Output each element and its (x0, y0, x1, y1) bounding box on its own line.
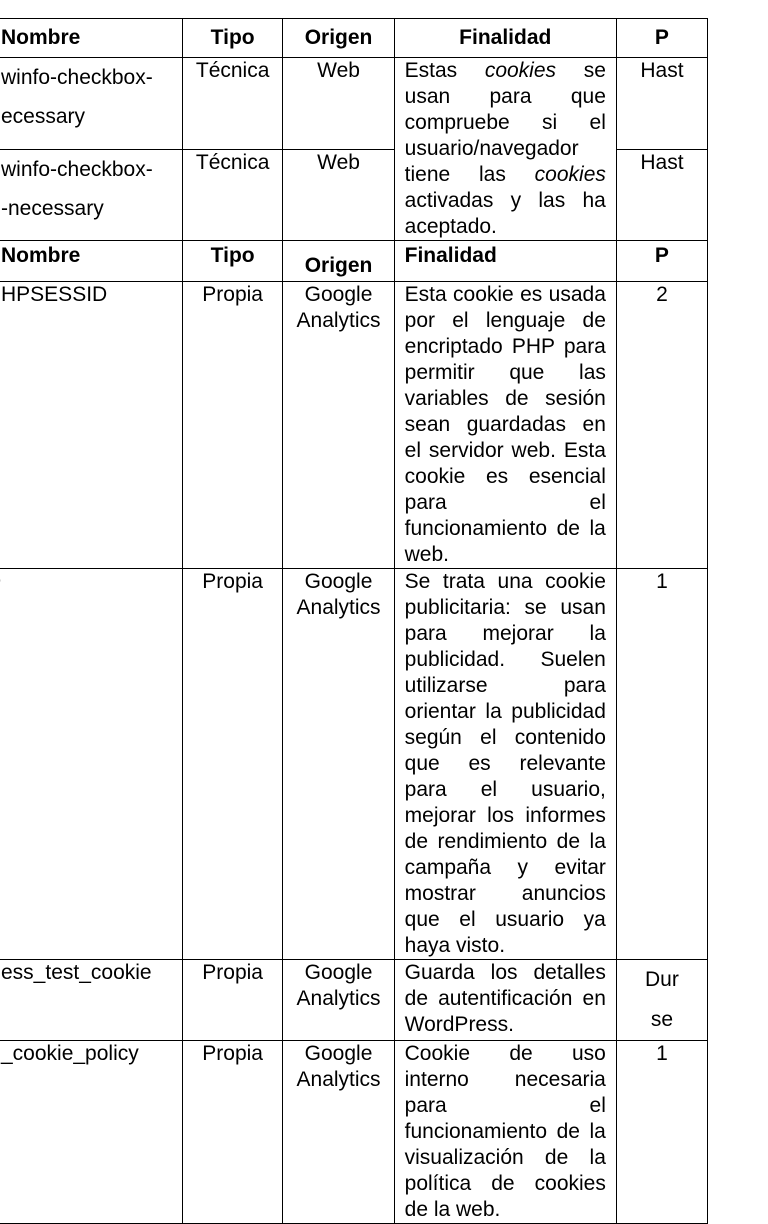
nombre-line: winfo-checkbox- (1, 66, 153, 89)
cell-plazo: Hast (616, 58, 707, 150)
table-row (0, 960, 708, 1041)
header-nombre: Nombre (0, 241, 182, 282)
cell-origen (283, 1041, 394, 1224)
cell-nombre: _cookie_policy (0, 1041, 182, 1224)
nombre-line: ecessary (1, 105, 86, 128)
cell-finalidad: Guarda los detalles de autentificación en WordPress. (394, 960, 616, 1041)
origen-line: Analytics (296, 596, 381, 619)
table-row (0, 1041, 708, 1224)
origen-line: Analytics (296, 309, 381, 332)
finalidad-emphasis: cookies (534, 163, 606, 186)
cell-nombre (0, 58, 182, 150)
cell-plazo: 2 (616, 282, 707, 569)
header-origen: Origen (283, 19, 394, 58)
table-header-row (0, 241, 708, 282)
header-finalidad: Finalidad (394, 19, 616, 58)
origen-line: Analytics (296, 987, 381, 1010)
cell-plazo: 1 (616, 1041, 707, 1224)
origen-line: Google (304, 570, 373, 593)
cell-nombre: HPSESSID (0, 282, 182, 569)
header-origen: Origen (283, 241, 394, 282)
cell-tipo: Técnica (182, 58, 283, 150)
origen-line: Google (304, 1042, 373, 1065)
header-plazo: P (616, 19, 707, 58)
header-plazo: P (616, 241, 707, 282)
finalidad-part: se usan para que compruebe si el usuario/navegador tiene las (404, 59, 606, 186)
header-tipo: Tipo (182, 241, 283, 282)
cell-plazo: 1 (616, 569, 707, 960)
finalidad-text (405, 58, 606, 240)
origen-line: Google (304, 283, 373, 306)
cell-origen (283, 960, 394, 1041)
cell-plazo (616, 960, 707, 1041)
plazo-line: se (650, 1008, 674, 1031)
nombre-line: -necessary (1, 196, 104, 220)
finalidad-part: activadas y las ha aceptado. (404, 189, 606, 238)
cell-nombre (0, 569, 182, 960)
cell-tipo: Propia (182, 1041, 283, 1224)
cell-tipo: Propia (182, 569, 283, 960)
cell-finalidad: Esta cookie es usada por el lenguaje de encriptado PHP para permitir que las variables de sesión sean guardadas en el servidor web. Esta cookie es esencial para el funcionamiento de la web. (394, 282, 616, 569)
finalidad-part: Estas (404, 59, 485, 82)
cell-finalidad: Se trata una cookie publicitaria: se usan para mejorar la publicidad. Suelen utilizarse para orientar la publicidad según el contenido que es relevante para el usuario, mejorar los informes de rendimiento de la campaña y evitar mostrar anuncios que el usuario ya haya visto. (394, 569, 616, 960)
cell-origen (283, 569, 394, 960)
cell-nombre (0, 149, 182, 241)
cell-origen (283, 282, 394, 569)
nombre-line: winfo-checkbox- (1, 157, 153, 181)
cell-tipo: Propia (182, 960, 283, 1041)
header-tipo: Tipo (182, 19, 283, 58)
table-row (0, 58, 708, 150)
cell-tipo: Propia (182, 282, 283, 569)
table-header-row (0, 19, 708, 58)
origen-line: Google (304, 961, 373, 984)
header-finalidad: Finalidad (394, 241, 616, 282)
cell-finalidad: Cookie de uso interno necesaria para el funcionamiento de la visualización de la política de cookies de la web. (394, 1041, 616, 1224)
header-nombre: Nombre (0, 19, 182, 58)
cell-plazo: Hast (616, 149, 707, 241)
table-row (0, 569, 708, 960)
cell-nombre: ess_test_cookie (0, 960, 182, 1041)
finalidad-emphasis: cookies (484, 59, 557, 82)
cell-tipo: Técnica (182, 149, 283, 241)
cell-origen: Web (283, 58, 394, 150)
cell-origen: Web (283, 149, 394, 241)
cookies-table (0, 18, 708, 1224)
origen-line: Analytics (296, 1068, 381, 1091)
plazo-line: Dur (645, 968, 679, 991)
table-row (0, 282, 708, 569)
cell-finalidad-shared (394, 58, 616, 241)
